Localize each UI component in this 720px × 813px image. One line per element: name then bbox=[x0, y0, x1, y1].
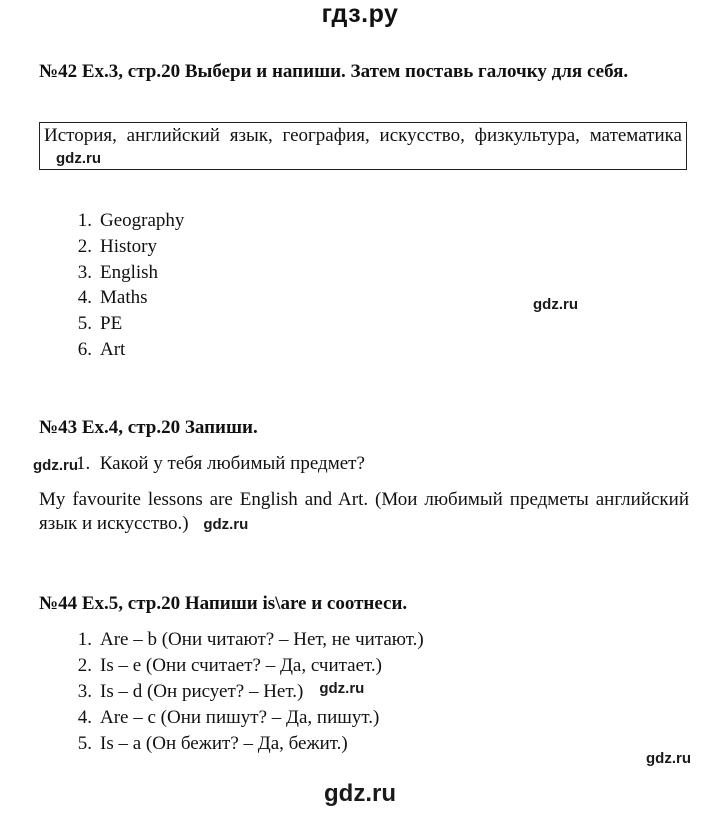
list-item: 4. Are – c (Они пишут? – Да, пишут.) bbox=[77, 707, 380, 729]
watermark-list: gdz.ru bbox=[533, 296, 578, 313]
site-title: гдз.ру bbox=[321, 0, 399, 28]
ex44-heading: №44 Ex.5, стр.20 Напиши is\are и соотнеси. bbox=[39, 593, 408, 614]
ex43-answer: My favourite lessons are English and Art. (Мои любимый предметы английский язык и искусство.) gdz.ru bbox=[39, 489, 689, 534]
list-item: 1. Geography bbox=[77, 210, 185, 231]
watermark-ex44: gdz.ru bbox=[319, 679, 365, 697]
list-item: 4. Maths bbox=[77, 287, 148, 309]
ex42-list bbox=[70, 208, 370, 363]
ex43-heading: №43 Ex.4, стр.20 Запиши. bbox=[39, 417, 258, 438]
list-item: 2. History bbox=[77, 235, 157, 257]
footer-watermark: gdz.ru bbox=[324, 780, 396, 807]
list-item: 5. Is – a (Он бежит? – Да, бежит.) bbox=[77, 733, 348, 755]
ex43-question: 1. Какой у тебя любимый предмет? bbox=[76, 453, 365, 474]
watermark-answer: gdz.ru bbox=[203, 516, 249, 533]
ex44-list bbox=[70, 627, 520, 757]
list-item: 3. Is – d (Он рисует? – Нет.) $^{gdz.ru}$ bbox=[77, 679, 365, 702]
list-item: 2. Is – e (Они считает? – Да, считает.) bbox=[77, 654, 382, 676]
watermark-ex43: gdz.ru bbox=[33, 457, 78, 474]
word-box bbox=[39, 122, 687, 170]
word-box-text: История, английский язык, география, искусство, физкультура, математика bbox=[44, 125, 682, 146]
list-item: 5. PE bbox=[77, 313, 123, 335]
list-item: 1. Are – b (Они читают? – Нет, не читают.) bbox=[77, 629, 424, 650]
list-item: 3. English bbox=[77, 261, 159, 283]
ex42-heading: №42 Ex.3, стр.20 Выбери и напиши. Затем поставь галочку для себя. bbox=[39, 61, 629, 82]
watermark-bottom-right: gdz.ru bbox=[646, 750, 691, 767]
watermark-box: gdz.ru bbox=[56, 150, 101, 167]
list-item: 6. Art bbox=[77, 338, 126, 360]
